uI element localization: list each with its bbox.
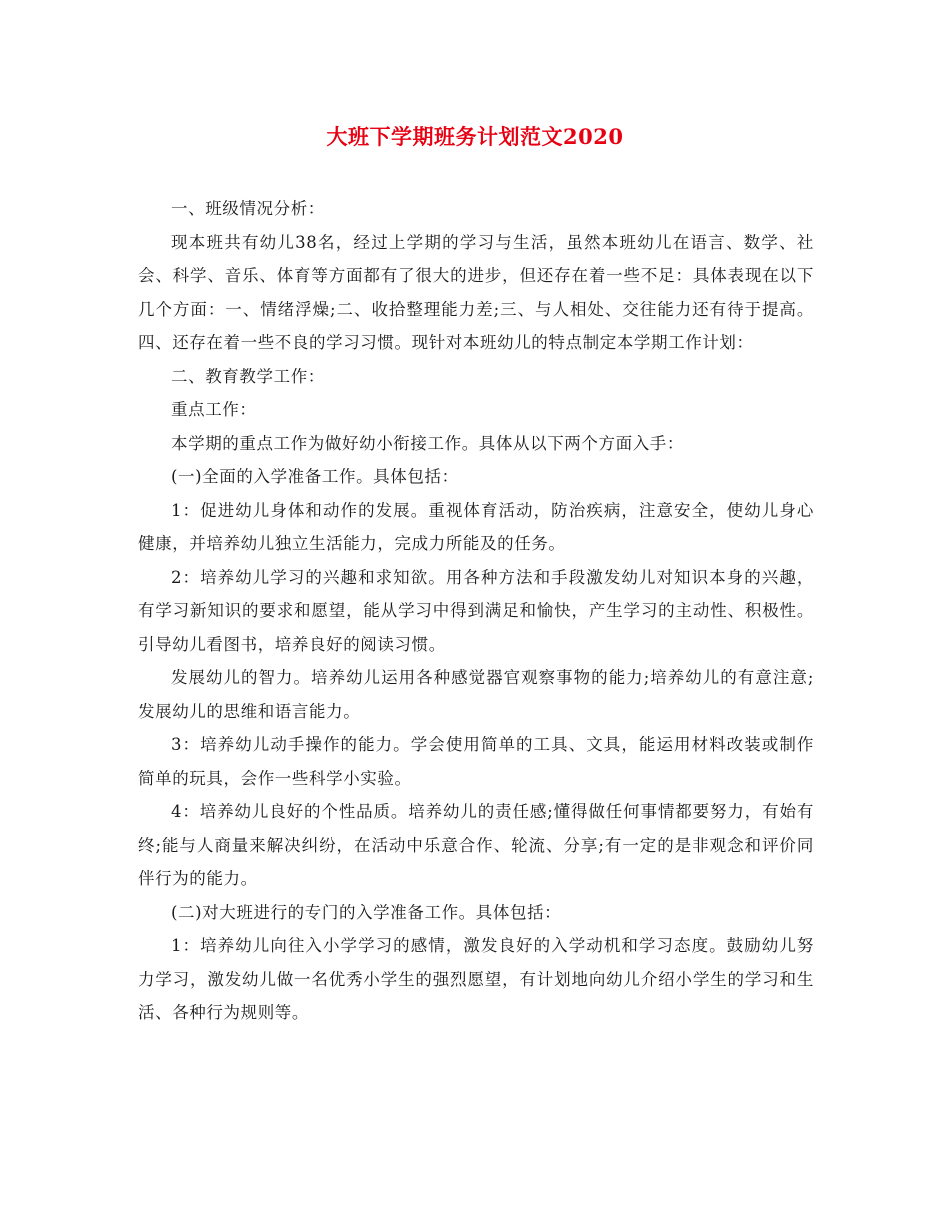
- subheading-general-preparation: (一)全面的入学准备工作。具体包括：: [171, 467, 459, 486]
- paragraph-item-4-personality: 4：培养幼儿良好的个性品质。培养幼儿的责任感;懂得做任何事情都要努力，有始有终;能与人商量来解决纠纷，在活动中乐意合作、轮流、分享;有一定的是非观念和评价同伴行为的能力。: [138, 802, 814, 888]
- document-body: [138, 192, 814, 1030]
- section-heading-class-analysis: 一、班级情况分析：: [171, 199, 325, 218]
- document-title: 大班下学期班务计划范文2020: [326, 124, 624, 149]
- subheading-special-preparation: (二)对大班进行的专门的入学准备工作。具体包括：: [171, 902, 562, 922]
- section-heading-teaching-work: 二、教育教学工作：: [171, 366, 325, 386]
- paragraph-key-work-intro: 本学期的重点工作为做好幼小衔接工作。具体从以下两个方面入手：: [171, 433, 684, 453]
- paragraph-item-3-hands-on: 3：培养幼儿动手操作的能力。学会使用简单的工具、文具，能运用材料改装或制作简单的玩具，会作一些科学小实验。: [138, 735, 814, 788]
- paragraph-item-2-interest: 2：培养幼儿学习的兴趣和求知欲。用各种方法和手段激发幼儿对知识本身的兴趣，有学习新知识的要求和愿望，能从学习中得到满足和愉快，产生学习的主动性、积极性。引导幼儿看图书，培养良好的阅读习惯。: [138, 567, 814, 654]
- subheading-key-work: 重点工作：: [171, 400, 257, 419]
- paragraph-special-item-1: 1：培养幼儿向往入小学学习的感情，激发良好的入学动机和学习态度。鼓励幼儿努力学习，激发幼儿做一名优秀小学生的强烈愿望，有计划地向幼儿介绍小学生的学习和生活、各种行为规则等。: [138, 936, 814, 1022]
- paragraph-intelligence: 发展幼儿的智力。培养幼儿运用各种感觉器官观察事物的能力;培养幼儿的有意注意;发展幼儿的思维和语言能力。: [138, 668, 814, 721]
- paragraph-class-situation: 现本班共有幼儿38名，经过上学期的学习与生活，虽然本班幼儿在语言、数学、社会、科学、音乐、体育等方面都有了很大的进步，但还存在着一些不足：具体表现在以下几个方面：一、情绪浮燥;二、收拾整理能力差;三、与人相处、交往能力还有待于提高。四、还存在着一些不良的学习习惯。现针对本班幼儿的特点制定本学期工作计划：: [138, 232, 814, 352]
- paragraph-item-1-physical: 1：促进幼儿身体和动作的发展。重视体育活动，防治疾病，注意安全，使幼儿身心健康，并培养幼儿独立生活能力，完成力所能及的任务。: [138, 500, 814, 553]
